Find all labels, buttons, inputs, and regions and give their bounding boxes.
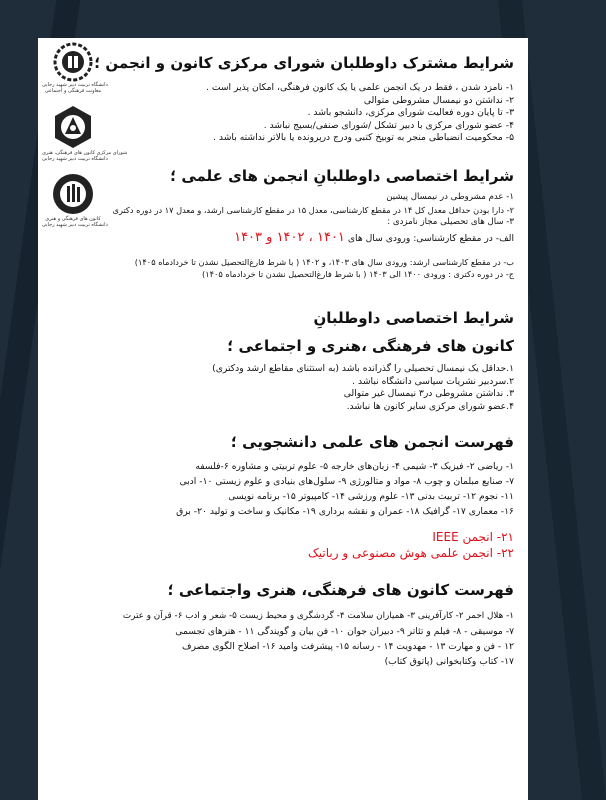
logo-caption: معاونت فرهنگی و اجتماعی [44, 88, 102, 94]
logo-caption: شورای مرکزی کانون های فرهنگی، هنری [42, 150, 128, 156]
list-item-alef [108, 229, 514, 247]
section-title-scientific-associations: شرایط اختصاصی داوطلبانِ انجمن های علمی ؛ [170, 166, 514, 185]
list-item: ب- در مقطع کارشناسی ارشد: ورودی سال های ۱۴۰۳، و ۱۴۰۲ ( با شرط فارغ‌التحصیل نشدن تا خردادماه ۱۴۰۵) [134, 256, 514, 267]
section-subtitle-cultural-centers: کانون های فرهنگی ،هنری و اجتماعی ؛ [227, 336, 514, 355]
list-item: ۴- عضو شورای مرکزی با دبیر تشکل /شورای صنفی/بسیج نباشد . [263, 119, 514, 131]
list-item: ۱۲ - فن و مهارت ۱۳ - مهدویت ۱۴ - رسانه ۱۵- پیشرفت وامید ۱۶- اصلاح الگوی مصرف [181, 641, 514, 653]
logo-caption: دانشگاه تربیت دبیر شهید رجایی [42, 82, 108, 88]
list-item: ۱۱- نجوم ۱۲- تربیت بدنی ۱۳- علوم ورزشی ۱۴- کامپیوتر ۱۵- برنامه نویسی [228, 491, 514, 503]
poster-content [94, 44, 514, 669]
list-item: ج- در دوره دکتری : ورودی ۱۴۰۰ الی ۱۴۰۳ ( با شرط فارغ‌التحصیل نشدن تا خردادماه ۱۴۰۵) [202, 269, 514, 280]
list-item: ۱- نامزد شدن ، فقط در یک انجمن علمی یا یک کانون فرهنگی، امکان پذیر است . [206, 82, 514, 93]
eligible-years: ۱۴۰۱ ، ۱۴۰۲ و ۱۴۰۳ [234, 229, 345, 245]
cultural-centers-logo-icon [51, 172, 95, 216]
logo-caption: دانشگاه تربیت دبیر شهید رجایی [42, 222, 108, 228]
section-title-associations-list: فهرست انجمن های علمی دانشجویی ؛ [230, 433, 514, 452]
list-item: ۱۶- معماری ۱۷- گرافیک ۱۸- عمران و نقشه برداری ۱۹- مکانیک و ساخت و تولید ۲۰- برق [176, 506, 514, 518]
list-item: ۴.عضو شورای مرکزی سایر کانون ها نباشد. [346, 400, 514, 412]
list-item: ۲- نداشتن دو نیمسال مشروطی متوالی [363, 94, 514, 106]
list-item: ۱.حداقل یک نیمسال تحصیلی را گذرانده باشد (به استثنای مقاطع ارشد ودکتری) [212, 362, 514, 374]
list-item: ۳. نداشتن مشروطی در۳ نیمسال غیر متوالی [343, 388, 514, 400]
list-item: ۵- محکومیت انضباطی منجر به توبیخ کتبی ودرج درپرونده یا بالاتر نداشته باشد . [213, 132, 514, 144]
list-item: ۱- هلال احمر ۲- کارآفرینی ۳- همیاران سلامت ۴- گردشگری و محیط زیست ۵- شعر و ادب ۶- قرآن و عترت [122, 611, 514, 622]
list-item: ۱- ریاضی ۲- فیزیک ۳- شیمی ۴- زبان‌های خارجه ۵- علوم تربیتی و مشاوره ۶-فلسفه [195, 461, 514, 473]
logo-caption: دانشگاه تربیت دبیر شهید رجایی [42, 156, 108, 162]
council-logo-icon [51, 104, 95, 150]
university-logo-icon [53, 42, 93, 82]
list-item: ۷- موسیقی - ۸- فیلم و تئاتر ۹- دبیران جوان ۱۰- فن بیان و گویندگی ۱۱ - هنرهای تجسمی [175, 626, 514, 638]
list-item: ۳- سال های تحصیلی مجاز نامزدی : [387, 217, 514, 228]
poster-page [38, 38, 528, 800]
list-item: ۷- صنایع مبلمان و چوب ۸- مواد و متالورژی ۹- سلول‌های بنیادی و علوم زیستی ۱۰- ادبی [179, 476, 514, 488]
section-title-cultural-centers-conditions: شرایط اختصاصی داوطلبانِ [313, 308, 514, 327]
list-item: ۳- تا پایان دوره فعالیت شورای مرکزی، دانشجو باشد . [307, 107, 514, 119]
list-item: ۱- عدم مشروطی در نیمسال پیشین [386, 191, 514, 202]
alef-prefix: الف- در مقطع کارشناسی: ورودی سال های [347, 232, 514, 244]
list-item: ۲.سردبیر نشریات سیاسی دانشگاه نباشد . [352, 375, 514, 387]
logo-caption: کانون های فرهنگی و هنری [45, 216, 101, 222]
list-item-highlight: ۲۱- انجمن IEEE [432, 530, 514, 545]
list-item: ۱۷- کتاب وکتابخوانی (پاتوق کتاب) [384, 656, 514, 668]
list-item-highlight: ۲۲- انجمن علمی هوش مصنوعی و رباتیک [308, 546, 514, 561]
section-title-common-conditions: شرایط مشترک داوطلبان شورای مرکزی کانون و انجمن ؛ [94, 54, 514, 72]
section-title-cultural-centers-list: فهرست کانون های فرهنگی، هنری واجتماعی ؛ [167, 581, 514, 600]
list-item: ۲- دارا بودن حداقل معدل کل ۱۴ در مقطع کارشناسی، معدل ۱۵ در مقطع کارشناسی ارشد، و معدل ۱۷ در دوره دکتری [112, 204, 514, 215]
